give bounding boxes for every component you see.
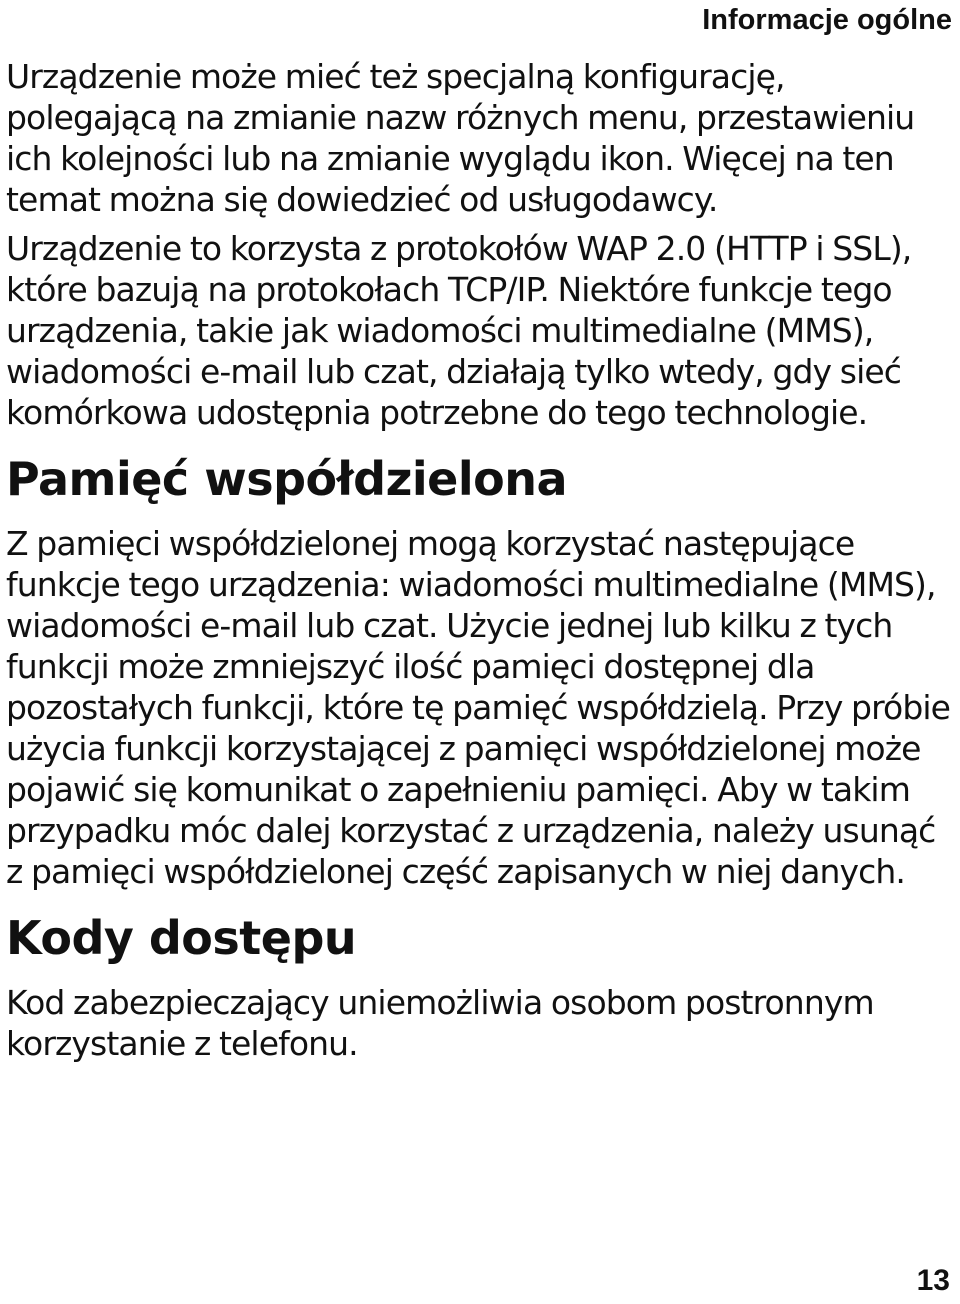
access-codes-paragraph: Kod zabezpieczający uniemożliwia osobom postronnym korzystanie z telefonu.	[6, 983, 874, 1063]
intro-paragraph-1: Urządzenie może mieć też specjalną konfigurację, polegającą na zmianie nazw różnych menu, przestawieniu ich kolejności lub na zmianie wyglądu ikon. Więcej na ten temat można się dowiedzieć od usługodawcy.	[6, 57, 915, 219]
page-number: 13	[916, 1264, 950, 1297]
access-codes-heading: Kody dostępu	[6, 911, 357, 965]
page-content	[6, 56, 956, 1072]
intro-paragraph-2: Urządzenie to korzysta z protokołów WAP 2.0 (HTTP i SSL), które bazują na protokołach TCP/IP. Niektóre funkcje tego urządzenia, takie jak wiadomości multimedialne (MMS), wiadomości e-mail lub czat, działają tylko wtedy, gdy sieć komórkowa udostępnia potrzebne do tego technologie.	[6, 229, 912, 432]
shared-memory-paragraph: Z pamięci współdzielonej mogą korzystać następujące funkcje tego urządzenia: wiadomości multimedialne (MMS), wiadomości e-mail lub czat. Użycie jednej lub kilku z tych funkcji może zmniejszyć ilość pamięci dostępnej dla pozostałych funkcji, które tę pamięć współdzielą. Przy próbie użycia funkcji korzystającej z pamięci współdzielonej może pojawić się komunikat o zapełnieniu pamięci. Aby w takim przypadku móc dalej korzystać z urządzenia, należy usunąć z pamięci współdzielonej część zapisanych w niej danych.	[6, 524, 951, 891]
section-header: Informacje ogólne	[702, 4, 952, 36]
shared-memory-heading: Pamięć współdzielona	[6, 452, 568, 506]
